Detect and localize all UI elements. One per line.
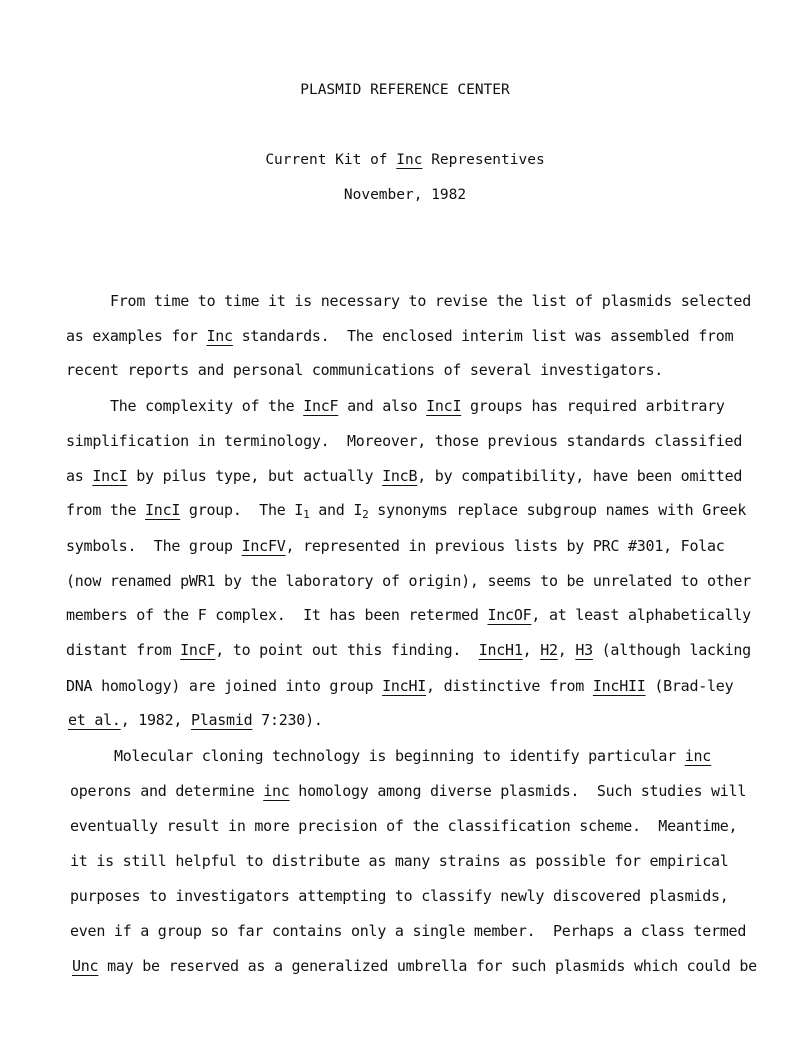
line-text: operons and determine xyxy=(70,782,264,800)
underlined-term: IncOF xyxy=(487,606,532,624)
underlined-term: IncI xyxy=(145,501,181,519)
underlined-term: IncH1 xyxy=(478,641,523,659)
line-text: distant from xyxy=(66,641,181,659)
paragraph-1-line xyxy=(66,361,663,379)
line-text: simplification in terminology. Moreover, those previous standards classified xyxy=(66,432,743,450)
line-text: members of the F complex. It has been retermed xyxy=(66,606,488,624)
subscript: 1 xyxy=(303,508,310,521)
line-text: standards. The enclosed interim list was assembled from xyxy=(232,327,734,345)
subscript: 2 xyxy=(362,508,369,521)
line-text: synonyms replace subgroup names with Greek xyxy=(368,501,747,519)
underlined-term: H3 xyxy=(575,641,593,659)
line-text: , at least alphabetically xyxy=(531,606,751,624)
underlined-term: IncHII xyxy=(592,677,646,695)
paragraph-3-line xyxy=(70,887,729,905)
subtitle-text: Representives xyxy=(422,152,545,168)
line-text: by pilus type, but actually xyxy=(127,467,383,485)
line-text: , to point out this finding. xyxy=(215,641,479,659)
underlined-term: Inc xyxy=(206,327,233,345)
line-text: as examples for xyxy=(66,327,207,345)
line-text: purposes to investigators attempting to classify newly discovered plasmids, xyxy=(70,887,729,905)
underlined-term: IncF xyxy=(180,641,216,659)
paragraph-2-line xyxy=(110,397,725,415)
paragraph-1-line xyxy=(66,327,733,345)
underlined-term: Plasmid xyxy=(190,711,253,729)
underlined-term: et al. xyxy=(68,711,121,729)
line-text: (Brad-ley xyxy=(645,677,734,695)
paragraph-2-line xyxy=(66,432,742,450)
line-text: may be reserved as a generalized umbrella for such plasmids which could be xyxy=(98,957,757,975)
underlined-term: inc xyxy=(684,747,712,765)
line-text: recent reports and personal communications of several investigators. xyxy=(66,361,664,379)
paragraph-3-line xyxy=(70,782,746,800)
line-text: (although lacking xyxy=(592,641,751,659)
underlined-term: IncB xyxy=(382,467,418,485)
line-text: From time to time it is necessary to revise the list of plasmids selected xyxy=(110,292,751,310)
paragraph-3-line xyxy=(70,922,746,940)
underlined-term: IncHI xyxy=(382,677,427,695)
line-text: The complexity of the xyxy=(110,397,304,415)
line-text: Molecular cloning technology is beginning to identify particular xyxy=(114,747,685,765)
paragraph-3-line xyxy=(70,852,729,870)
paragraph-2-line xyxy=(66,467,742,485)
center-heading-text: PLASMID REFERENCE CENTER xyxy=(300,82,510,98)
line-text: , xyxy=(522,641,541,659)
paragraph-2-line xyxy=(66,537,725,555)
center-heading xyxy=(0,82,800,98)
kit-subtitle xyxy=(0,152,800,168)
underlined-term: Unc xyxy=(72,957,99,975)
date-text: November, 1982 xyxy=(343,187,467,203)
paragraph-2-line xyxy=(68,711,323,729)
paragraph-2-line xyxy=(66,677,733,695)
underlined-term: IncI xyxy=(426,397,462,415)
line-text: it is still helpful to distribute as many strains as possible for empirical xyxy=(70,852,729,870)
line-text: and also xyxy=(338,397,427,415)
subtitle-inc-term: Inc xyxy=(396,152,423,168)
underlined-term: IncI xyxy=(92,467,128,485)
line-text: symbols. The group xyxy=(66,537,242,555)
underlined-term: H2 xyxy=(540,641,558,659)
line-text: even if a group so far contains only a single member. Perhaps a class termed xyxy=(70,922,747,940)
document-date xyxy=(0,187,800,203)
line-text: 7:230). xyxy=(252,711,323,729)
paragraph-2-line xyxy=(66,501,746,521)
line-text: homology among diverse plasmids. Such studies will xyxy=(289,782,747,800)
paragraph-3-line xyxy=(72,957,757,975)
line-text: , represented in previous lists by PRC #301, Folac xyxy=(285,537,725,555)
line-text: , distinctive from xyxy=(426,677,593,695)
line-text: , xyxy=(557,641,576,659)
paragraph-2-line xyxy=(66,641,751,659)
paragraph-3-line xyxy=(70,817,737,835)
line-text: and I xyxy=(309,501,363,519)
underlined-term: IncF xyxy=(303,397,339,415)
line-text: as xyxy=(66,467,93,485)
line-text: (now renamed pWR1 by the laboratory of origin), seems to be unrelated to other xyxy=(66,572,751,590)
paragraph-1-line xyxy=(110,292,751,310)
line-text: DNA homology) are joined into group xyxy=(66,677,383,695)
line-text: , by compatibility, have been omitted xyxy=(417,467,743,485)
line-text: from the xyxy=(66,501,146,519)
underlined-term: inc xyxy=(263,782,290,800)
line-text: , 1982, xyxy=(120,711,191,729)
line-text: groups has required arbitrary xyxy=(461,397,725,415)
line-text: eventually result in more precision of the classification scheme. Meantime, xyxy=(70,817,738,835)
line-text: group. The I xyxy=(180,501,304,519)
subtitle-text: Current Kit of xyxy=(265,152,397,168)
paragraph-2-line xyxy=(66,572,751,590)
underlined-term: IncFV xyxy=(241,537,286,555)
paragraph-3-line xyxy=(114,747,711,765)
paragraph-2-line xyxy=(66,606,751,624)
